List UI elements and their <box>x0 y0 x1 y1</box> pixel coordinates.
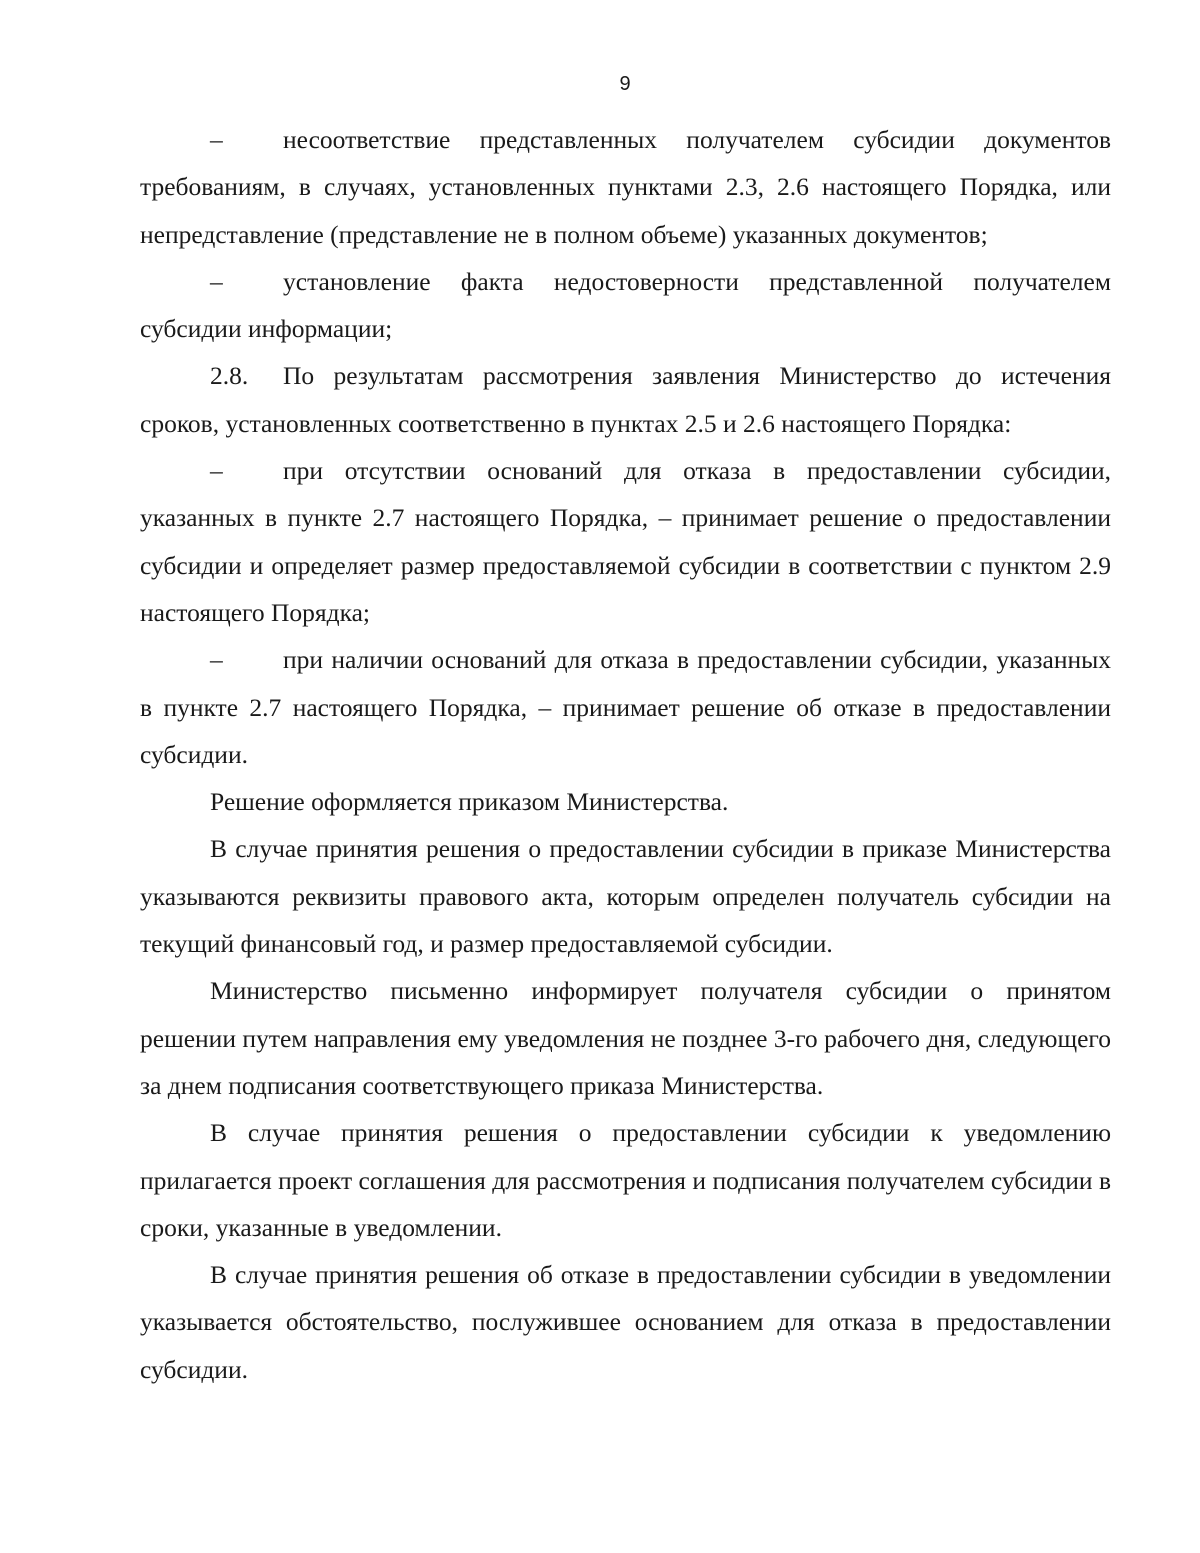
paragraph-1 <box>140 116 1111 258</box>
paragraph-10 <box>140 1251 1111 1393</box>
paragraph-9 <box>140 1109 1111 1251</box>
paragraph-3 <box>140 352 1111 447</box>
paragraph-4 <box>140 447 1111 636</box>
paragraph-text: По результатам рассмотрения заявления Министерство до истечения сроков, установленных соответственно в пунктах 2.5 и 2.6 настоящего Порядка: <box>140 361 1111 438</box>
list-dash: – <box>210 125 223 154</box>
paragraph-text: при отсутствии оснований для отказа в предоставлении субсидии, указанных в пункте 2.7 настоящего Порядка, – принимает решение о предоставлении субсидии и определяет размер предоставляемой субсидии в соответствии с пунктом 2.9 настоящего Порядка; <box>140 456 1111 627</box>
list-dash: – <box>210 266 223 296</box>
list-dash: – <box>210 645 223 675</box>
paragraph-5 <box>140 636 1111 778</box>
paragraph-7 <box>140 825 1111 967</box>
paragraph-text: Решение оформляется приказом Министерства. <box>210 787 729 817</box>
paragraph-text: при наличии оснований для отказа в предоставлении субсидии, указанных в пункте 2.7 настоящего Порядка, – принимает решение об отказе в предоставлении субсидии. <box>140 645 1111 769</box>
document-body <box>140 116 1111 1393</box>
paragraph-text: установление факта недостоверности представленной получателем субсидии информации; <box>140 266 1111 344</box>
clause-number: 2.8. <box>210 361 249 391</box>
paragraph-6 <box>140 778 1111 825</box>
list-dash: – <box>210 456 223 486</box>
paragraph-2 <box>140 258 1111 353</box>
paragraph-text: В случае принятия решения о предоставлении субсидии к уведомлению прилагается проект соглашения для рассмотрения и подписания получателем субсидии в сроки, указанные в уведомлении. <box>140 1118 1111 1242</box>
paragraph-text: В случае принятия решения о предоставлении субсидии в приказе Министерства указываются реквизиты правового акта, которым определен получатель субсидии на текущий финансовый год, и размер предоставляемой субсидии. <box>140 834 1111 959</box>
paragraph-8 <box>140 967 1111 1109</box>
page-number: 9 <box>619 73 631 95</box>
paragraph-text: В случае принятия решения об отказе в предоставлении субсидии в уведомлении указывается обстоятельство, послужившее основанием для отказа в предоставлении субсидии. <box>140 1260 1111 1384</box>
paragraph-text: Министерство письменно информирует получателя субсидии о принятом решении путем направления ему уведомления не позднее 3-го рабочего дня, следующего за днем подписания соответствующего приказа Министерства. <box>140 976 1111 1100</box>
paragraph-text: несоответствие представленных получателем субсидии документов требованиям, в случаях, установленных пунктами 2.3, 2.6 настоящего Порядка, или непредставление (представление не в полном объеме) указанных документов; <box>140 125 1111 249</box>
